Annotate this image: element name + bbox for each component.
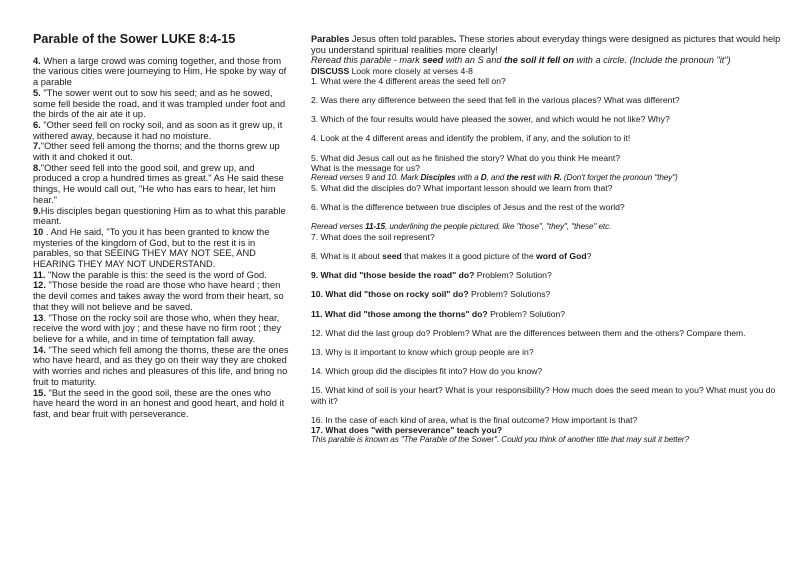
verse-list: [33, 56, 291, 420]
verse-text: "Other seed fell on rocky soil, and as soon as it grew up, it withered away, because it had no moisture.: [33, 119, 283, 141]
reread-instruction-3: [311, 222, 781, 232]
reread3-pre: Reread verses: [311, 221, 366, 231]
intro-paragraph: [311, 34, 781, 55]
verse: [33, 227, 291, 270]
verse-number: 9.: [33, 205, 41, 216]
verse-text: "Those beside the road are those who have heard ; then the devil comes and takes away the word from their heart, so that they will not believe and be saved.: [33, 280, 284, 312]
question-2: 2. Was there any difference between the seed that fell in the various places? What was different?: [311, 94, 680, 105]
reread-instruction-1: [311, 55, 781, 66]
reread2-mid1: with a: [455, 172, 481, 182]
q8-word: word of God: [536, 250, 587, 261]
question-12: 12. What did the last group do? Problem? What are the differences between them and the others? Compare them.: [311, 327, 746, 338]
verse: [33, 345, 291, 388]
reread3-verses: 11-15: [365, 221, 385, 231]
page-title: Parable of the Sower LUKE 8:4-15: [33, 32, 236, 46]
q8-mid: that makes it a good picture of the: [401, 250, 537, 261]
scripture-column: [33, 34, 291, 420]
question-16: 16. In the case of each kind of area, what is the final outcome? How important is that?: [311, 414, 638, 425]
verse: [33, 313, 291, 345]
question-1: 1. What were the 4 different areas the seed fell on?: [311, 75, 506, 86]
verse: [33, 163, 291, 206]
reread1-seed: seed: [422, 55, 444, 65]
verse-text: "Other seed fell into the good soil, and grew up, and produced a crop a hundred times as great." As He said these things, He would call out, "He who has ears to hear, let him hear.": [33, 162, 284, 205]
q10-bold: 10. What did "those on rocky soil" do?: [311, 289, 469, 300]
question-4: 4. Look at the 4 different areas and identify the problem, if any, and the solution to it!: [311, 133, 631, 144]
q11-rest: Problem? Solution?: [487, 308, 566, 319]
verse-text: "The sower went out to sow his seed; and as he sowed, some fell beside the road, and it was trampled under foot and the birds of the air ate it up.: [33, 87, 286, 120]
verse: [33, 141, 291, 162]
reread2-post: (Don't forget the pronoun "they"): [561, 172, 678, 182]
verse-number: 7.: [33, 141, 41, 152]
reread2-mid3: with: [535, 172, 554, 182]
question-11: [311, 309, 781, 319]
intro-dot: .: [454, 34, 457, 44]
verse-text: When a large crowd was coming together, and those from the various cities were journeying to Him, He spoke by way of a parable: [33, 55, 287, 88]
verse-number: 5.: [33, 87, 41, 98]
reread2-r: R.: [553, 172, 562, 182]
question-15: 15. What kind of soil is your heart? What is your responsibility? How much does the seed mean to you? What must you do with it?: [311, 385, 776, 406]
reread1-pre: Reread this parable - mark: [311, 55, 423, 65]
verse-text: "Now the parable is this: the seed is the word of God.: [45, 269, 267, 280]
q17-text: 17. What does "with perseverance" teach you?: [311, 424, 503, 435]
q8-post: ?: [586, 250, 592, 261]
q9-bold: 9. What did "those beside the road" do?: [311, 270, 475, 281]
question-17: [311, 425, 781, 435]
verse-number: 8.: [33, 162, 41, 173]
verse-text: "Other seed fell among the thorns; and the thorns grew up with it and choked it out.: [33, 141, 280, 163]
verse: [33, 388, 291, 420]
question-6: 6. What is the difference between true disciples of Jesus and the rest of the world?: [311, 202, 625, 213]
q10-rest: Problem? Solutions?: [468, 289, 551, 300]
verse-text: . And He said, "To you it has been granted to know the mysteries of the kingdom of God, but to the rest it is in parables, so that SEEING THEY MAY NOT SEE, AND HEARING THEY MAY NOT UNDERSTAND.: [33, 226, 270, 270]
reread1-soil: the soil it fell on: [504, 55, 574, 65]
verse-number: 14.: [33, 344, 46, 355]
q8-seed: seed: [382, 250, 402, 261]
verse-number: 13: [33, 312, 44, 323]
question-7: 7. What does the soil represent?: [311, 231, 435, 242]
verse-number: 15.: [33, 387, 46, 398]
verse: [33, 120, 291, 141]
discuss-text: Look more closely at verses 4-8: [349, 65, 473, 76]
intro-text: Jesus often told parables: [349, 34, 455, 44]
verse: [33, 206, 291, 227]
q9-rest: Problem? Solution?: [474, 270, 552, 281]
closing-note: This parable is known as "The Parable of the Sower". Could you think of another title that may suit it better?: [311, 435, 690, 445]
verse: [33, 88, 291, 120]
question-5-disciples: 5. What did the disciples do? What important lesson should we learn from that?: [311, 183, 613, 194]
q11-bold: 11. What did "those among the thorns" do?: [311, 308, 488, 319]
question-14: 14. Which group did the disciples fit into? How do you know?: [311, 366, 543, 377]
reread1-mid: with an S and: [443, 55, 505, 65]
reread-instruction-2: [311, 173, 781, 183]
question-10: [311, 289, 781, 299]
verse-number: 11.: [33, 269, 46, 280]
question-13: 13. Why is it important to know which group people are in?: [311, 346, 534, 357]
reread2-rest: the rest: [506, 172, 536, 182]
reread2-d: D: [480, 172, 487, 182]
discuss-label: DISCUSS: [311, 65, 350, 76]
verse-text: "The seed which fell among the thorns, these are the ones who have heard, and as they go on their way they are choked with worries and riches and pleasures of this life, and bring no fruit to maturity.: [33, 344, 289, 387]
question-3: 3. Which of the four results would have pleased the sower, and which would he not like? Why?: [311, 114, 670, 125]
reread3-mid: , underlining the people pictured: [384, 221, 499, 231]
verse-text: "But the seed in the good soil, these are the ones who have heard the word in an honest and good heart, and hold it fast, and bear fruit with perseverance.: [33, 387, 285, 419]
q8-pre: 8. What is it about: [311, 250, 383, 261]
verse: [33, 56, 291, 88]
reread3-post: , like "those", "they", "these" etc.: [498, 221, 612, 231]
question-5-followup: What is the message for us?: [311, 162, 420, 173]
question-8: [311, 251, 781, 261]
verse-number: 4.: [33, 55, 41, 66]
verse-number: 10: [33, 226, 44, 237]
question-9: [311, 270, 781, 280]
verse-number: 6.: [33, 119, 41, 130]
reread2-pre: Reread verses 9 and 10. Mark: [311, 172, 421, 182]
questions-column: [311, 34, 781, 445]
verse-text: His disciples began questioning Him as to what this parable meant.: [33, 205, 286, 227]
intro-text-2: These stories about everyday things were designed as pictures that would help you understand spiritual realities more clearly!: [311, 34, 781, 55]
intro-heading: Parables: [311, 34, 350, 44]
reread2-disciples: Disciples: [420, 172, 456, 182]
verse-text: . "Those on the rocky soil are those who, when they hear, receive the word with joy ; and these have no firm root ; they believe for a while, and in time of temptation fall away.: [33, 312, 282, 344]
verse: [33, 270, 291, 281]
reread2-mid2: , and: [486, 172, 507, 182]
verse-number: 12.: [33, 280, 46, 291]
reread1-post: with a circle. (Include the pronoun "it"): [574, 55, 731, 65]
verse: [33, 280, 291, 312]
question-5: 5. What did Jesus call out as he finished the story? What do you think He meant?: [311, 152, 621, 163]
discuss-line: [311, 66, 781, 76]
